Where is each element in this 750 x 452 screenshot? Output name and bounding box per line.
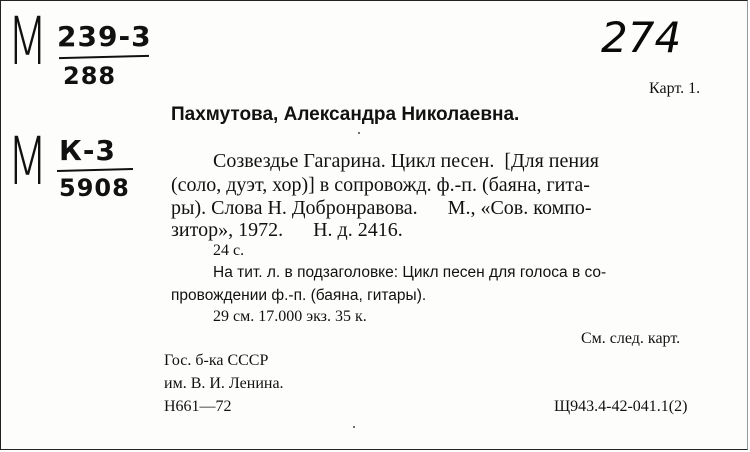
speck-2 [353, 426, 355, 428]
description-line-1: Созвездье Гагарина. Цикл песен. [Для пения [213, 150, 599, 172]
shelfmark-2-letter: М [7, 123, 49, 200]
shelfmark-1-top: 239-3 [57, 20, 152, 53]
handwritten-card-number: 274 [601, 13, 682, 62]
note-line-2: провождении ф.-п. (баяна, гитары). [171, 287, 427, 304]
description-line-4: зитор», 1972. Н. д. 2416. [171, 219, 403, 241]
speck-1 [358, 132, 360, 134]
library-line-1: Гос. б-ка СССР [164, 352, 269, 369]
order-number: Н661—72 [164, 398, 232, 415]
description-line-3: ры). Слова Н. Добронравова. М., «Сов. компо- [171, 197, 592, 219]
physical-description: 29 см. 17.000 экз. 35 к. [213, 308, 367, 325]
card-label: Карт. 1. [649, 80, 701, 97]
pagination: 24 с. [213, 242, 245, 259]
description-line-2: (соло, дуэт, хор)] в сопровожд. ф.-п. (баяна, гита- [171, 174, 590, 196]
shelfmark-2-divider [57, 168, 133, 172]
shelfmark-1-bottom: 288 [63, 62, 117, 90]
shelfmark-1-divider [59, 55, 149, 59]
see-next-card: См. след. карт. [581, 330, 681, 347]
shelfmark-2-top: К-3 [59, 134, 116, 167]
library-line-2: им. В. И. Ленина. [164, 375, 284, 392]
classification-code: Щ943.4-42-041.1(2) [554, 398, 688, 415]
author-heading: Пахмутова, Александра Николаевна. [171, 104, 520, 125]
shelfmark-1-letter: М [7, 3, 49, 80]
shelfmark-2-bottom: 5908 [59, 174, 130, 202]
note-line-1: На тит. л. в подзаголовке: Цикл песен для голоса в со- [213, 264, 607, 281]
